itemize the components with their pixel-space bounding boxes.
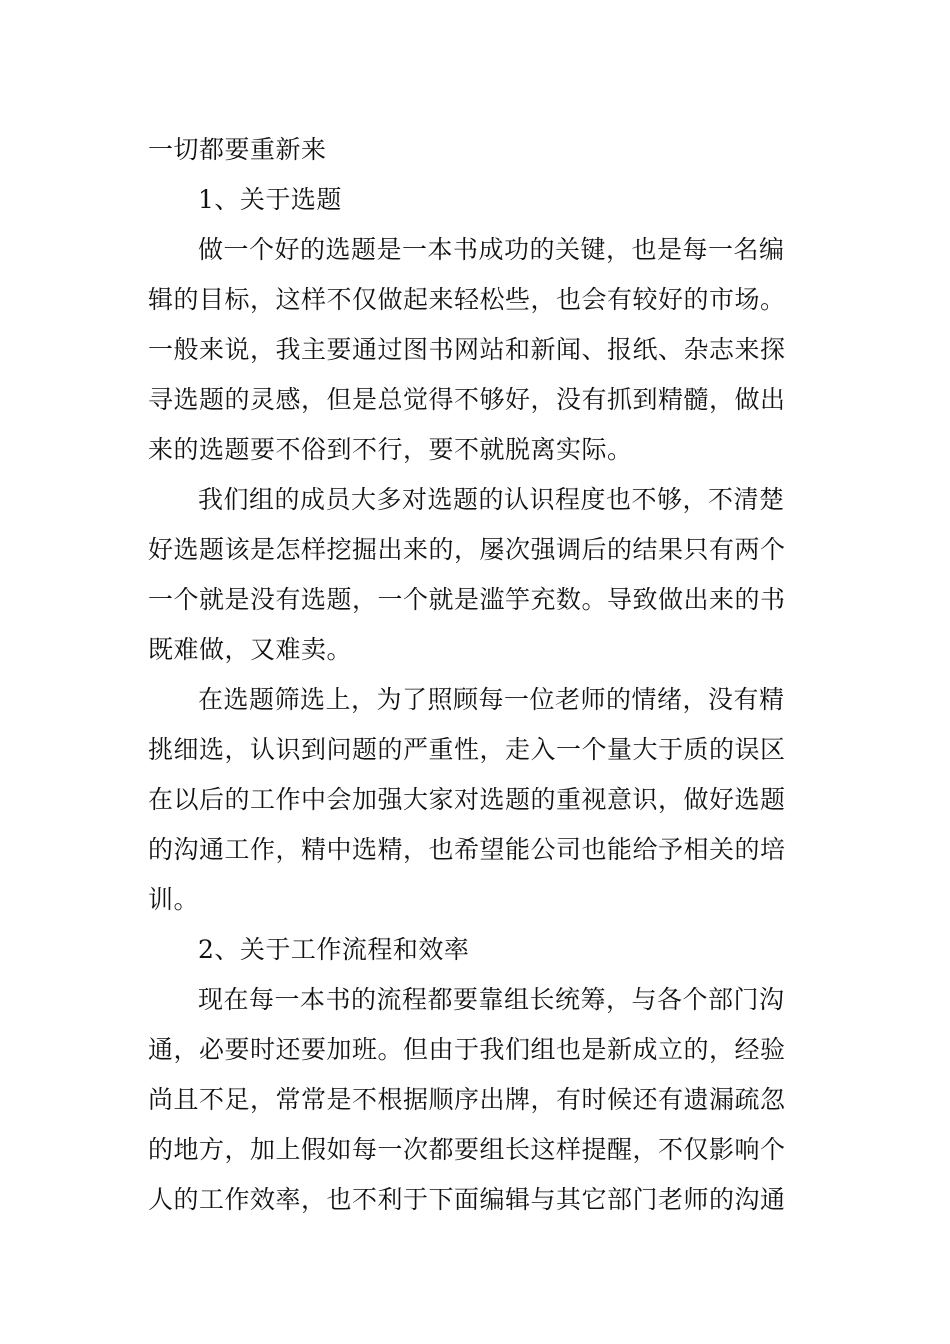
text-line: 寻选题的灵感，但是总觉得不够好，没有抓到精髓，做出 [148,385,786,414]
section-heading: 2、关于工作流程和效率 [198,935,470,964]
text-line: 好选题该是怎样挖掘出来的，屡次强调后的结果只有两个 [148,535,786,564]
text-line: 来的选题要不俗到不行，要不就脱离实际。 [148,435,633,464]
text-line: 现在每一本书的流程都要靠组长统筹，与各个部门沟 [198,985,785,1014]
text-line: 一个就是没有选题，一个就是滥竽充数。导致做出来的书 [148,585,786,614]
section-heading: 1、关于选题 [198,185,342,214]
text-line: 的沟通工作，精中选精，也希望能公司也能给予相关的培 [148,835,786,864]
text-line: 挑细选，认识到问题的严重性，走入一个量大于质的误区 [148,735,786,764]
text-line: 我们组的成员大多对选题的认识程度也不够，不清楚 [198,485,785,514]
text-line: 既难做，又难卖。 [148,635,353,664]
text-line: 一切都要重新来 [148,135,327,164]
text-line: 训。 [148,885,200,914]
text-line: 在以后的工作中会加强大家对选题的重视意识，做好选题 [148,785,786,814]
text-line: 辑的目标，这样不仅做起来轻松些，也会有较好的市场。 [148,285,786,314]
text-line: 人的工作效率，也不利于下面编辑与其它部门老师的沟通 [148,1185,786,1214]
text-line: 做一个好的选题是一本书成功的关键，也是每一名编 [198,235,785,264]
text-line: 尚且不足，常常是不根据顺序出牌，有时候还有遗漏疏忽 [148,1085,786,1114]
text-line: 的地方，加上假如每一次都要组长这样提醒，不仅影响个 [148,1135,786,1164]
text-line: 在选题筛选上，为了照顾每一位老师的情绪，没有精 [198,685,785,714]
text-line: 一般来说，我主要通过图书网站和新闻、报纸、杂志来探 [148,335,786,364]
text-line: 通，必要时还要加班。但由于我们组也是新成立的，经验 [148,1035,786,1064]
